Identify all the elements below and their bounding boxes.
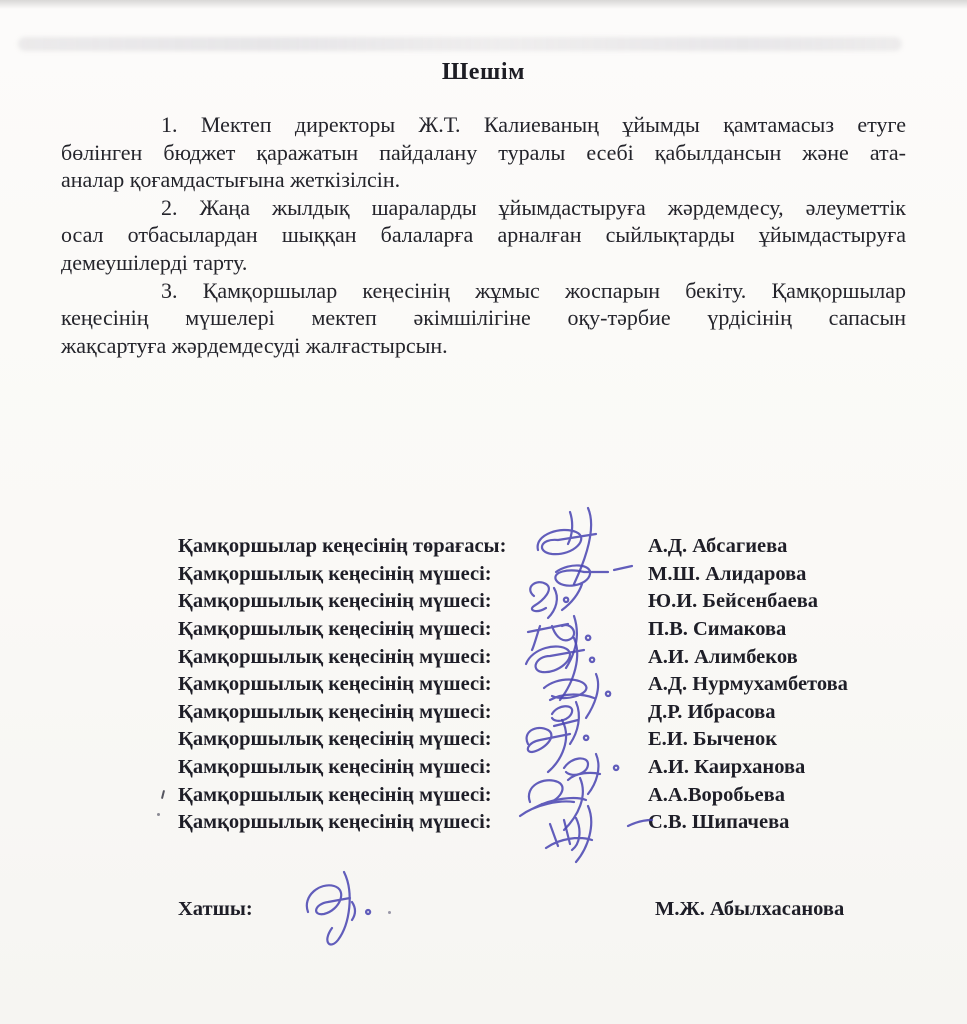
signature-role-label: Қамқоршылар кеңесінің төрағасы: [178,535,507,558]
scan-ghost-text-band [18,37,902,51]
paragraph-line: 1. Мектеп директоры Ж.Т. Калиеваның ұйымды қамтамасыз етуге [161,112,906,137]
signature-role-label: Қамқоршылық кеңесінің мүшесі: [178,590,492,613]
paragraph-line: 3. Қамқоршылар кеңесінің жұмыс жоспарын бекіту. Қамқоршылар [161,277,906,303]
paragraph-line: аналар қоғамдастығына жеткізілсін. [61,167,401,193]
signatory-name: А.И. Каирханова [648,756,806,779]
signatory-name: А.Д. Абсагиева [648,535,788,558]
signature-role-label: Қамқоршылық кеңесінің мүшесі: [178,756,492,779]
stray-pen-mark [161,790,165,799]
secretary-label: Хатшы: [178,898,253,920]
paragraph-line: 2. Жаңа жылдық шараларды ұйымдастыруға жәрдемдесу, әлеуметтік [161,194,906,220]
paragraph-line: демеушілерді тарту. [61,249,248,275]
paragraph-line: кеңесінің мүшелері мектеп әкімшілігіне оқу-тәрбие үрдісінің сапасын [61,305,906,331]
ink-speck [388,911,391,914]
signatory-name: А.Д. Нурмухамбетова [648,673,848,696]
signatory-name: М.Ш. Алидарова [648,562,807,585]
paragraph-line: бөлінген бюджет қаражатын пайдалану туралы есебі қабылдансын және ата- [61,139,906,165]
page-title: Шешім [441,59,526,85]
signature-role-label: Қамқоршылық кеңесінің мүшесі: [178,645,492,668]
signatory-name: А.А.Воробьева [648,783,785,806]
signatory-name: Ю.И. Бейсенбаева [648,590,819,613]
signature-role-label: Қамқоршылық кеңесінің мүшесі: [178,618,492,641]
secretary-name: М.Ж. Абылхасанова [655,898,845,920]
signatory-name: Д.Р. Ибрасова [648,700,776,723]
signature-role-label: Қамқоршылық кеңесінің мүшесі: [178,673,492,696]
signature-role-label: Қамқоршылық кеңесінің мүшесі: [178,700,492,723]
signatory-name: А.И. Алимбеков [648,645,798,668]
decision-body [61,111,906,359]
secretary-signature-ink [288,862,398,962]
signatory-name: Е.И. Быченок [648,728,778,751]
signature-role-label: Қамқоршылық кеңесінің мүшесі: [178,783,492,806]
signature-role-label: Қамқоршылық кеңесінің мүшесі: [178,811,492,834]
signature-role-label: Қамқоршылық кеңесінің мүшесі: [178,728,492,751]
paragraph-line: осал отбасылардан шыққан балаларға арналған сыйлықтарды ұйымдастыруға [61,222,906,248]
signature-role-label: Қамқоршылық кеңесінің мүшесі: [178,562,492,585]
signatory-name: П.В. Симакова [648,618,787,641]
stray-pen-dot [157,813,160,816]
signature-ink [500,492,680,864]
paragraph-line: жақсартуға жәрдемдесуді жалғастырсын. [61,332,448,358]
signatory-name: С.В. Шипачева [648,811,790,834]
scan-edge-shadow [0,0,967,9]
